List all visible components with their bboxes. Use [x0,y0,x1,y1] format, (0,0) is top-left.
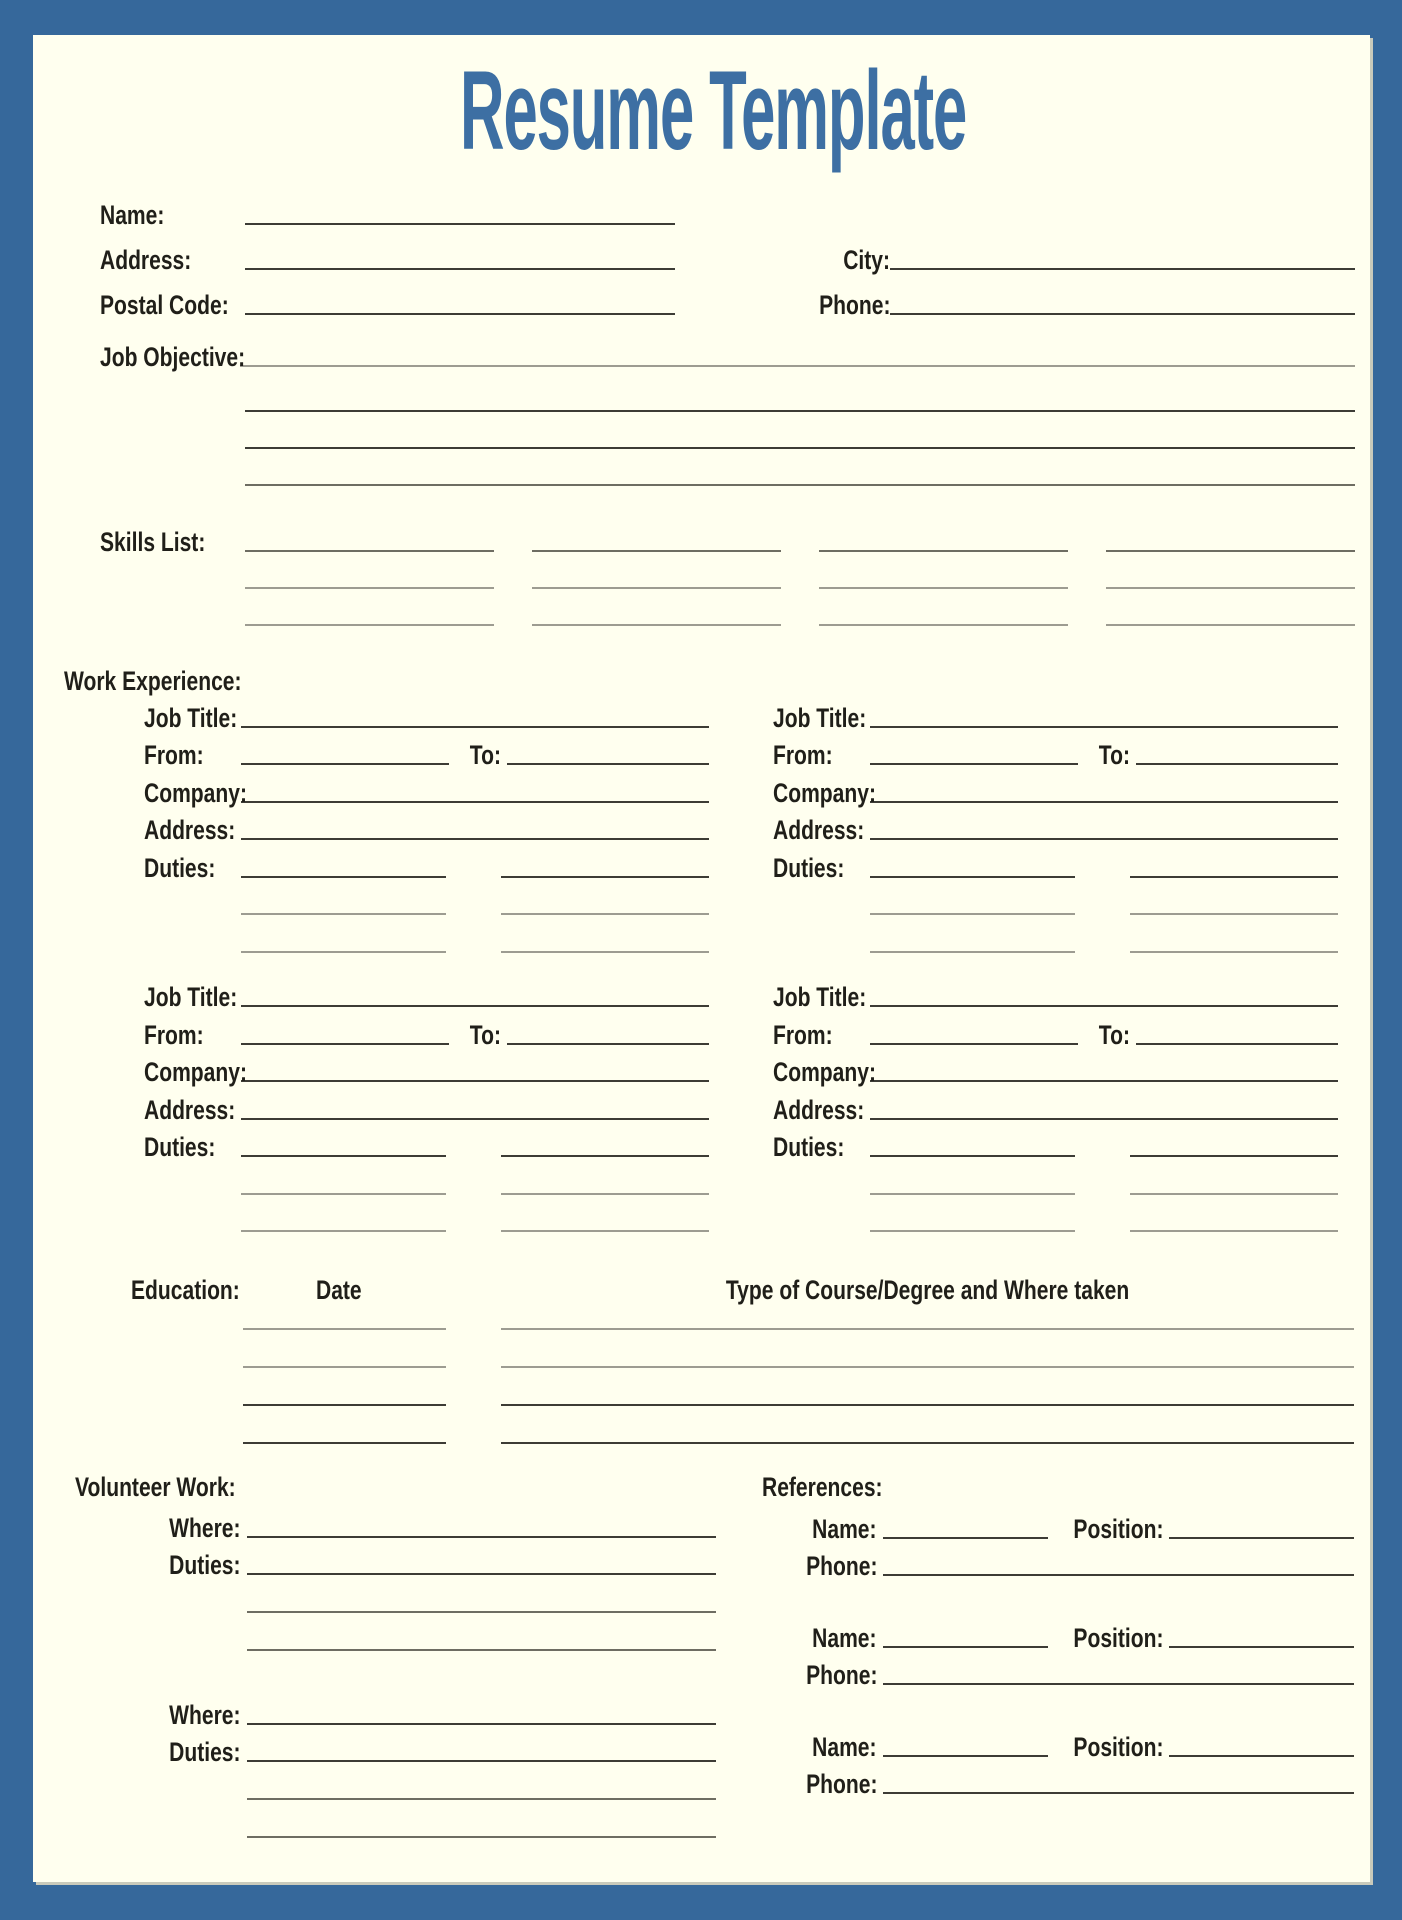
name-input-line[interactable] [245,223,675,225]
job-objective-input-line[interactable] [245,410,1355,412]
company-input-line[interactable] [870,801,1338,803]
duties-input-line[interactable] [241,951,446,953]
education-course-header: Type of Course/Degree and Where taken [725,1275,1130,1305]
volunteer-duties-line[interactable] [247,1649,716,1651]
duties-row [773,1195,1338,1233]
company-input-line[interactable] [241,1080,709,1082]
job-address-input-line[interactable] [870,838,1338,840]
company-label: Company: [773,1057,876,1087]
volunteer-entry-group [75,1684,716,1838]
to-label: To: [1098,1019,1130,1050]
reference-phone-line[interactable] [883,1574,1354,1576]
volunteer-duties-line[interactable] [247,1836,716,1838]
skill-input-line[interactable] [819,624,1068,626]
from-input-line[interactable] [241,1043,449,1045]
skills-section [100,515,1355,626]
education-row [131,1330,1354,1368]
volunteer-work-section [75,1456,716,1838]
duties-row [773,915,1338,953]
address-label: Address: [100,245,192,275]
job-objective-row [100,322,1355,372]
duties-label: Duties: [144,1132,216,1162]
education-date-line[interactable] [243,1328,446,1330]
from-input-line[interactable] [241,763,449,765]
skills-row [100,589,1355,626]
postal-code-input-line[interactable] [245,313,675,315]
to-label: To: [1098,740,1130,770]
job-address-label: Address: [773,1094,865,1125]
company-input-line[interactable] [870,1080,1338,1082]
reference-name-row [762,1715,1354,1762]
reference-position-label: Position: [1073,1623,1164,1653]
skill-input-line[interactable] [1106,550,1355,552]
job-address-input-line[interactable] [870,1118,1338,1120]
skill-input-line[interactable] [245,587,494,589]
duties-row [144,1195,709,1233]
education-course-line[interactable] [501,1328,1354,1330]
duties-input-line[interactable] [1130,876,1338,878]
education-row [131,1406,1354,1444]
job-objective-extra-row [100,367,1355,412]
from-label: From: [144,1019,204,1050]
job-entry-block [773,970,1338,1233]
skills-row [100,515,1355,557]
duties-input-line[interactable] [870,1230,1075,1232]
from-input-line[interactable] [870,763,1078,765]
from-label: From: [773,740,833,770]
duties-input-line[interactable] [501,876,709,878]
duties-input-line[interactable] [1130,1193,1338,1195]
job-title-input-line[interactable] [870,1005,1338,1007]
volunteer-where-row [75,1497,716,1543]
from-input-line[interactable] [870,1043,1078,1045]
name-row [100,180,1355,230]
skill-input-line[interactable] [1106,587,1355,589]
contact-section [100,180,1355,320]
skills-list-label: Skills List: [100,527,206,557]
skills-row [100,552,1355,589]
bottom-section [75,1456,1354,1838]
address-input-line[interactable] [245,268,675,270]
job-title-label: Job Title: [144,702,238,733]
where-label: Where: [169,1513,241,1543]
reference-name-row [762,1606,1354,1653]
education-date-line[interactable] [243,1442,446,1444]
reference-entry-block [762,1715,1354,1799]
to-input-line[interactable] [1136,763,1338,765]
job-objective-input-line[interactable] [245,484,1355,486]
job-title-label: Job Title: [773,702,867,733]
volunteer-duties-line[interactable] [247,1760,716,1762]
duties-input-line[interactable] [870,876,1075,878]
reference-name-line[interactable] [883,1755,1048,1757]
address-row [100,225,1355,275]
volunteer-duties-label: Duties: [169,1737,241,1767]
to-input-line[interactable] [507,1043,709,1045]
reference-position-label: Position: [1073,1732,1164,1762]
work-experience-label: Work Experience: [64,666,242,696]
duties-row [144,878,709,916]
company-label: Company: [144,1057,247,1087]
job-address-input-line[interactable] [241,1118,709,1120]
reference-entry-block [762,1497,1354,1581]
reference-phone-label: Phone: [805,1769,877,1799]
duties-input-line[interactable] [241,1230,446,1232]
reference-phone-line[interactable] [883,1792,1354,1794]
skill-input-line[interactable] [532,550,781,552]
reference-position-line[interactable] [1169,1537,1354,1539]
education-row [131,1368,1354,1406]
page-title [33,48,1370,173]
duties-input-line[interactable] [501,1230,709,1232]
education-course-line[interactable] [501,1366,1354,1368]
duties-label: Duties: [144,852,216,883]
to-label: To: [469,1019,501,1050]
company-label: Company: [773,777,876,808]
education-date-line[interactable] [243,1404,446,1406]
volunteer-duties-label: Duties: [169,1550,241,1580]
company-row [144,1045,709,1087]
duties-input-line[interactable] [1130,1230,1338,1232]
name-label: Name: [100,200,165,230]
education-date-line[interactable] [243,1366,446,1368]
reference-phone-label: Phone: [805,1660,877,1690]
postal-code-row [100,270,1355,320]
job-title-input-line[interactable] [870,726,1338,728]
job-address-label: Address: [144,1094,236,1125]
duties-row [144,915,709,953]
duties-input-line[interactable] [501,1193,709,1195]
skill-input-line[interactable] [1106,624,1355,626]
reference-name-line[interactable] [883,1646,1048,1648]
job-title-label: Job Title: [144,982,238,1012]
job-entry-block [144,970,709,1233]
education-date-header: Date [316,1275,362,1305]
duties-input-line[interactable] [870,913,1075,915]
job-objective-extra-row [100,449,1355,486]
job-objective-input-line[interactable] [245,447,1355,449]
paper-sheet [33,35,1370,1882]
to-input-line[interactable] [507,763,709,765]
job-address-label: Address: [773,815,865,845]
reference-phone-line[interactable] [883,1683,1354,1685]
city-label: City: [843,245,890,275]
volunteer-work-label: Volunteer Work: [75,1472,236,1502]
duties-input-line[interactable] [870,1155,1075,1157]
volunteer-where-row [75,1684,716,1730]
duties-row [773,1157,1338,1195]
reference-position-label: Position: [1073,1514,1164,1544]
reference-name-label: Name: [812,1623,877,1653]
duties-label: Duties: [773,852,845,883]
reference-phone-label: Phone: [805,1551,877,1581]
job-title-input-line[interactable] [241,1005,709,1007]
company-row [773,1045,1338,1087]
job-title-input-line[interactable] [241,726,709,728]
company-label: Company: [144,777,247,808]
phone-label: Phone: [818,290,890,320]
job-entry-block [773,690,1338,953]
duties-input-line[interactable] [241,876,446,878]
education-header-row [131,1260,1354,1305]
job-address-label: Address: [144,815,236,845]
duties-input-line[interactable] [1130,951,1338,953]
duties-input-line[interactable] [501,951,709,953]
skill-input-line[interactable] [532,587,781,589]
volunteer-duties-line[interactable] [247,1611,716,1613]
duties-input-line[interactable] [870,1193,1075,1195]
education-course-line[interactable] [501,1442,1354,1444]
volunteer-duties-line[interactable] [247,1573,716,1575]
city-input-line[interactable] [890,268,1355,270]
duties-input-line[interactable] [241,913,446,915]
job-title-row [773,970,1338,1012]
duties-input-line[interactable] [1130,1155,1338,1157]
skill-input-line[interactable] [819,587,1068,589]
job-objective-section [100,322,1355,486]
job-objective-extra-row [100,412,1355,449]
job-title-label: Job Title: [773,982,867,1012]
volunteer-duties-line[interactable] [247,1798,716,1800]
duties-row [773,878,1338,916]
reference-name-label: Name: [812,1514,877,1544]
skill-input-line[interactable] [245,624,494,626]
to-label: To: [469,740,501,770]
work-experience-section [33,660,1370,1232]
reference-position-line[interactable] [1169,1755,1354,1757]
to-input-line[interactable] [1136,1043,1338,1045]
education-section [131,1260,1354,1444]
duties-input-line[interactable] [501,913,709,915]
duties-input-line[interactable] [870,951,1075,953]
where-label: Where: [169,1700,241,1730]
reference-name-line[interactable] [883,1537,1048,1539]
reference-name-label: Name: [812,1732,877,1762]
reference-entry-block [762,1606,1354,1690]
skill-input-line[interactable] [819,550,1068,552]
duties-input-line[interactable] [501,1155,709,1157]
references-section [762,1456,1354,1799]
job-objective-label: Job Objective: [100,342,246,372]
volunteer-entry-group [75,1497,716,1651]
duties-input-line[interactable] [241,1193,446,1195]
education-label: Education: [131,1275,240,1305]
skill-input-line[interactable] [245,550,494,552]
company-input-line[interactable] [241,801,709,803]
volunteer-where-line[interactable] [247,1536,716,1538]
company-row [144,765,709,808]
education-course-line[interactable] [501,1404,1354,1406]
volunteer-where-line[interactable] [247,1723,716,1725]
duties-input-line[interactable] [241,1155,446,1157]
phone-input-line[interactable] [890,313,1355,315]
volunteer-duties-extra-row [75,1613,716,1651]
reference-position-line[interactable] [1169,1646,1354,1648]
job-entry-block [144,690,709,953]
from-label: From: [144,740,204,770]
job-address-input-line[interactable] [241,838,709,840]
duties-label: Duties: [773,1132,845,1162]
job-title-row [773,690,1338,733]
page-title-text: Resume Template [460,48,967,173]
duties-row [144,1157,709,1195]
skill-input-line[interactable] [532,624,781,626]
duties-input-line[interactable] [1130,913,1338,915]
from-label: From: [773,1019,833,1050]
volunteer-duties-extra-row [75,1800,716,1838]
company-row [773,765,1338,808]
job-entries-grid [144,690,1370,1232]
job-objective-input-line[interactable] [240,365,1355,367]
postal-code-label: Postal Code: [100,290,229,320]
references-label: References: [762,1472,883,1502]
job-title-row [144,970,709,1012]
reference-name-row [762,1497,1354,1544]
